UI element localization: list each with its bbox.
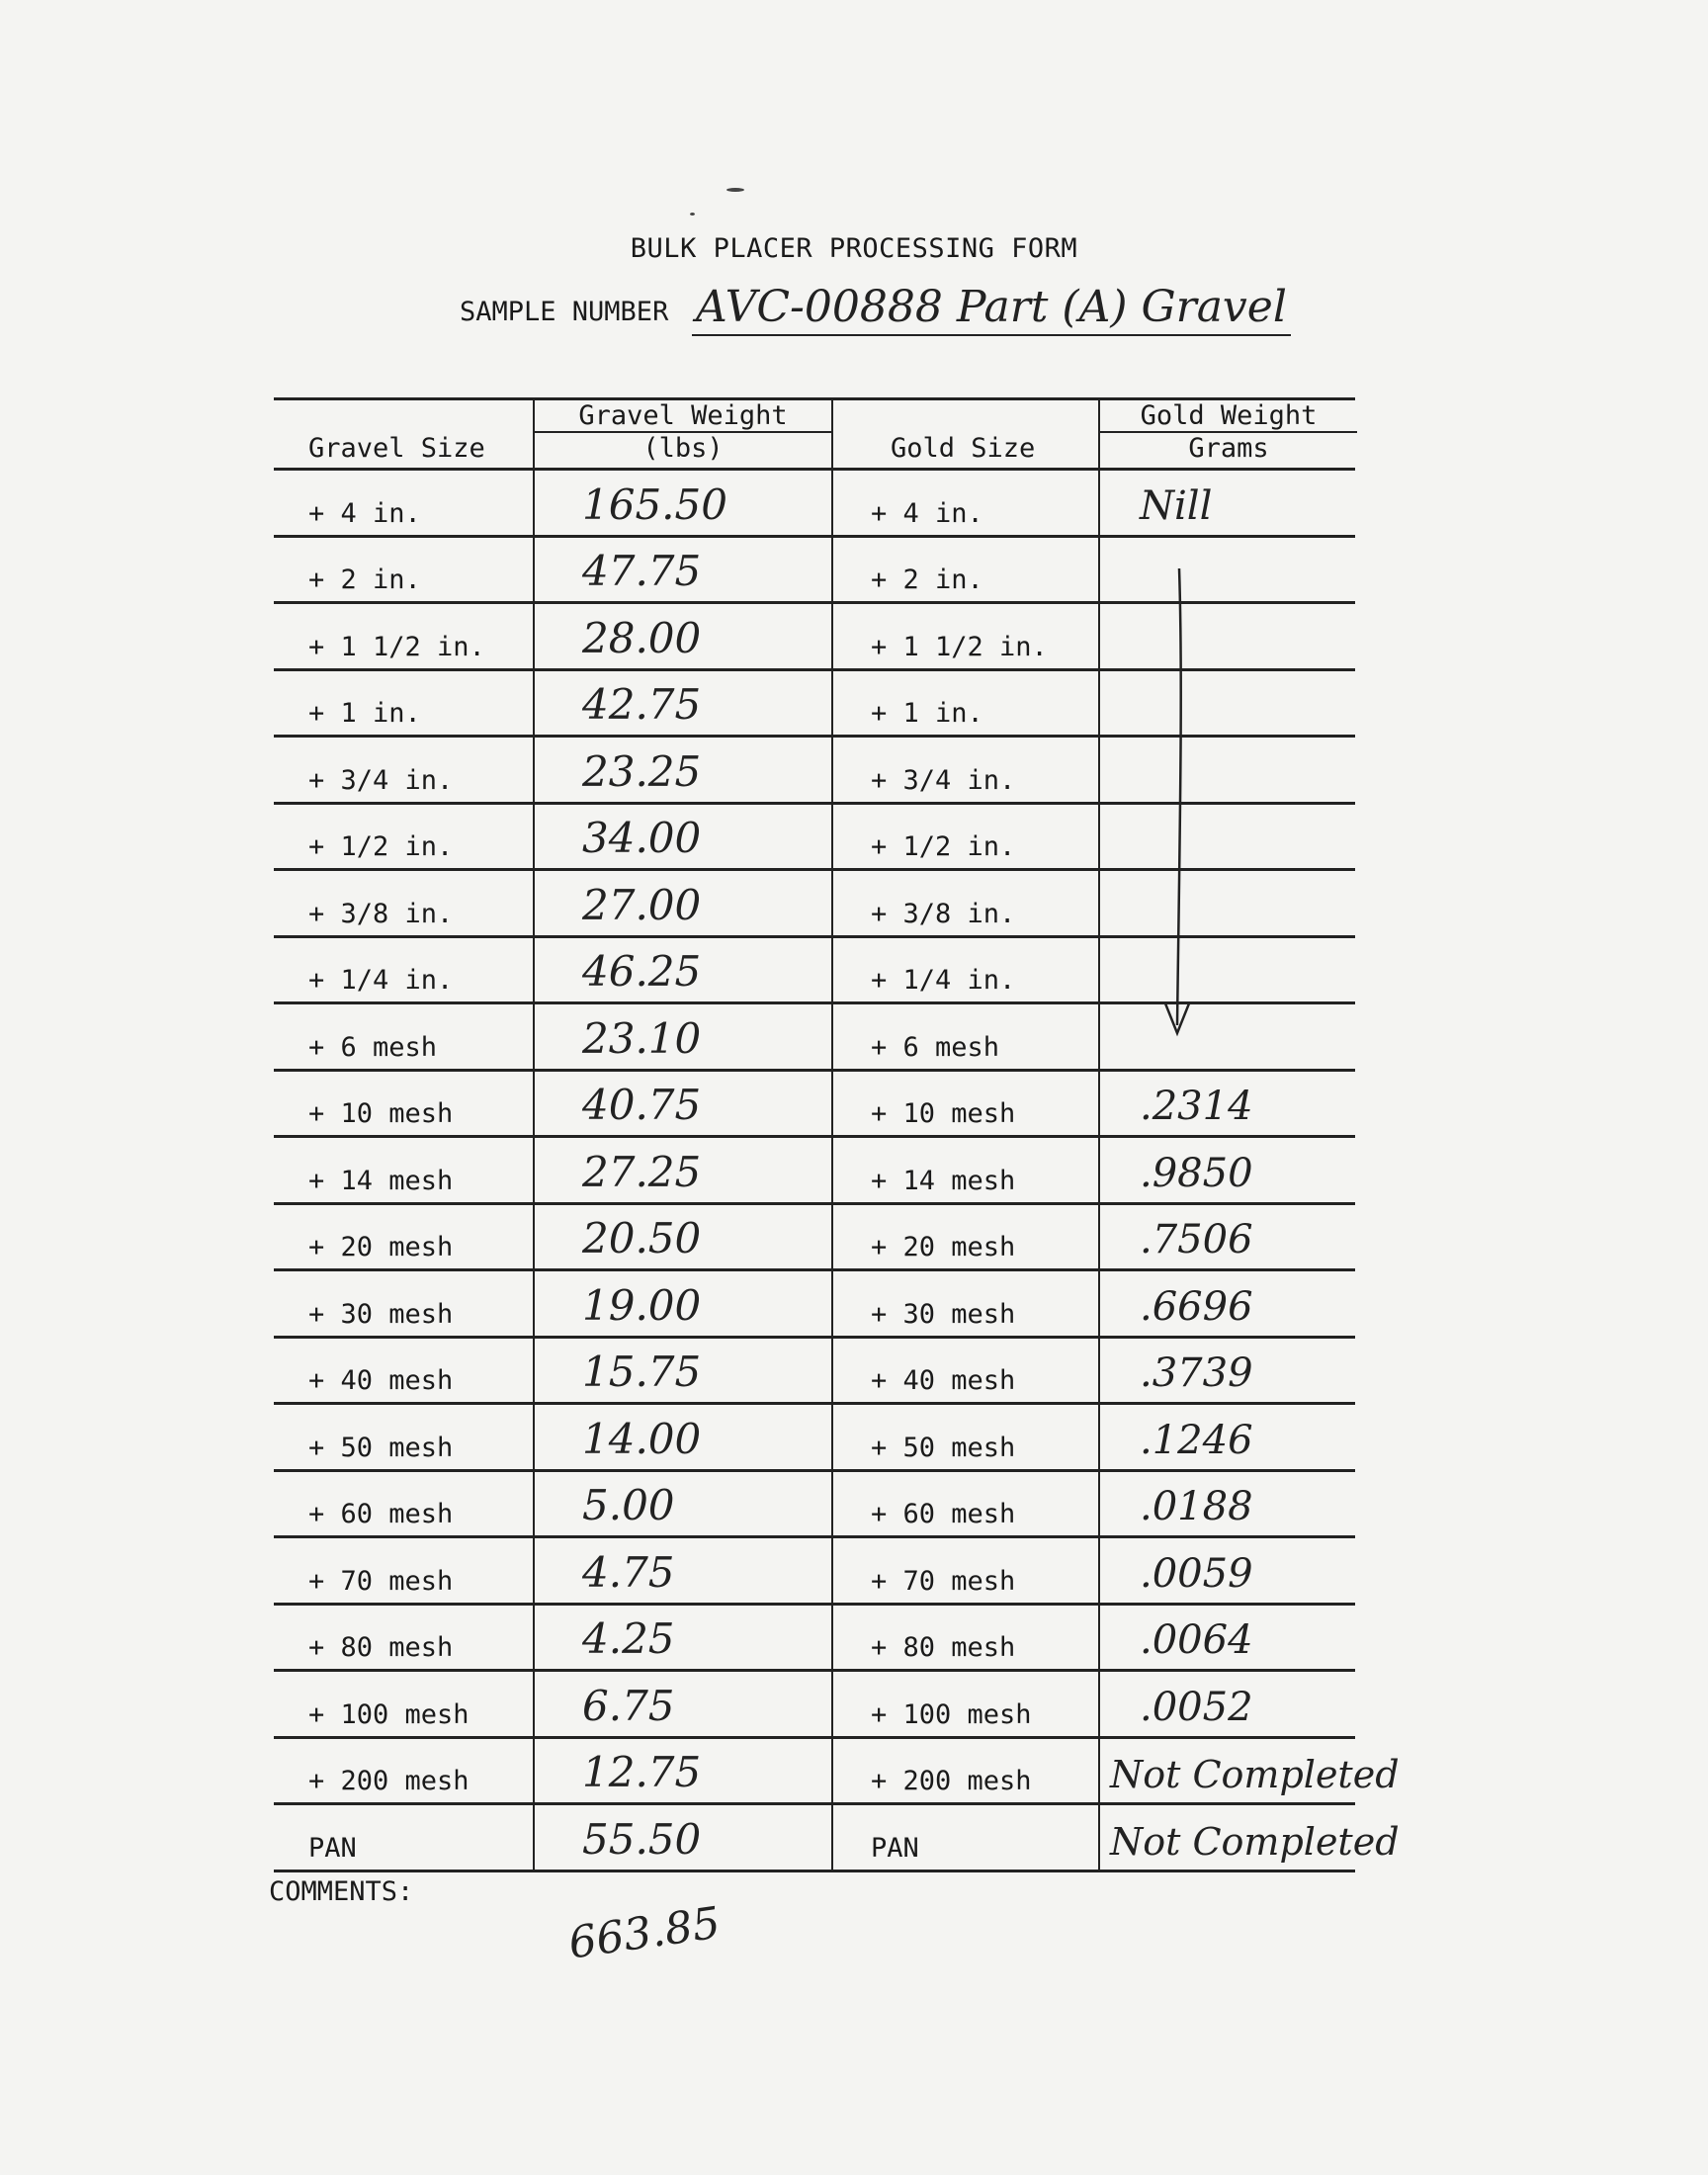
gravel-weight-cell: [533, 1538, 833, 1603]
gravel-weight-value: 19.00: [582, 1280, 702, 1330]
gravel-weight-value: 23.25: [582, 746, 702, 796]
gold-size-cell: [831, 1138, 1098, 1202]
gold-size-label: + 2 in.: [871, 565, 983, 595]
gold-weight-cell: [1098, 938, 1357, 1002]
gravel-size-cell: [274, 1339, 533, 1403]
header-gold-size-text: Gold Size: [891, 433, 1036, 464]
gold-weight-cell: [1098, 1739, 1400, 1803]
gravel-weight-cell: [533, 1472, 833, 1536]
gravel-size-label: + 6 mesh: [308, 1031, 438, 1063]
table-row: [274, 1072, 1355, 1139]
gold-size-cell: [831, 471, 1098, 535]
gravel-weight-cell: [533, 1205, 833, 1269]
header-gravel-weight-top: Gravel Weight: [578, 400, 788, 431]
gravel-size-cell: [274, 1472, 533, 1536]
gravel-size-label: + 200 mesh: [308, 1766, 470, 1796]
gravel-size-label: + 70 mesh: [308, 1565, 454, 1597]
header-gravel-size: [274, 400, 533, 468]
header-gold-size: [831, 400, 1098, 468]
gravel-weight-cell: [533, 1004, 833, 1069]
gold-size-cell: [831, 1538, 1098, 1603]
gold-size-cell: [831, 1672, 1098, 1736]
gold-size-cell: [831, 1004, 1098, 1069]
gold-size-cell: [831, 871, 1098, 935]
gold-size-cell: [831, 1405, 1098, 1469]
scan-speck: [690, 213, 695, 216]
gravel-size-label: + 50 mesh: [308, 1432, 454, 1463]
gravel-size-cell: [274, 1672, 533, 1736]
handwritten-total: 663.85: [565, 1897, 724, 1969]
gravel-size-label: + 30 mesh: [308, 1298, 454, 1330]
table-row: [274, 471, 1355, 538]
gold-size-cell: [831, 805, 1098, 869]
table-row: [274, 1805, 1400, 1872]
gravel-weight-value: 42.75: [582, 680, 702, 729]
gravel-size-cell: [274, 871, 533, 935]
header-gold-weight-bottom: Grams: [1100, 431, 1357, 464]
gold-size-label: + 40 mesh: [871, 1365, 1016, 1396]
gold-size-label: PAN: [871, 1832, 919, 1864]
gold-weight-value: Not Completed: [1110, 1819, 1400, 1864]
gravel-weight-cell: [533, 1339, 833, 1403]
gravel-size-label: + 1 in.: [308, 698, 421, 729]
gravel-size-cell: [274, 738, 533, 802]
gravel-size-cell: [274, 471, 533, 535]
gravel-size-label: + 1/4 in.: [308, 965, 454, 996]
gravel-size-cell: [274, 604, 533, 668]
gold-weight-value: .2314: [1140, 1084, 1253, 1129]
gravel-weight-value: 6.75: [582, 1681, 675, 1730]
gravel-size-cell: [274, 1004, 533, 1069]
table-row: [274, 1339, 1355, 1406]
gold-size-label: + 20 mesh: [871, 1232, 1016, 1262]
gold-weight-cell: [1098, 738, 1357, 802]
gold-size-label: + 80 mesh: [871, 1632, 1016, 1663]
gold-weight-cell: [1098, 1405, 1357, 1469]
gold-weight-value: .7506: [1140, 1217, 1253, 1262]
gold-weight-cell: [1098, 805, 1357, 869]
header-gravel-weight: [533, 400, 833, 468]
table-row: [274, 1405, 1355, 1472]
gold-size-cell: [831, 538, 1098, 602]
gold-weight-cell: [1098, 1138, 1357, 1202]
gold-size-cell: [831, 1606, 1098, 1670]
gravel-size-cell: [274, 1805, 533, 1870]
gold-weight-cell: [1098, 604, 1357, 668]
gold-size-label: + 100 mesh: [871, 1698, 1032, 1730]
gold-weight-cell: [1098, 471, 1357, 535]
gold-size-label: + 60 mesh: [871, 1499, 1016, 1529]
gold-size-label: + 4 in.: [871, 497, 983, 529]
gold-weight-value: .9850: [1140, 1150, 1253, 1196]
gold-size-cell: [831, 1739, 1098, 1803]
gravel-weight-value: 12.75: [582, 1748, 702, 1796]
gravel-size-label: PAN: [308, 1832, 357, 1864]
gravel-size-label: + 10 mesh: [308, 1098, 454, 1129]
gravel-size-label: + 3/4 in.: [308, 764, 454, 796]
gold-size-label: + 6 mesh: [871, 1031, 1000, 1063]
gravel-weight-value: 20.50: [582, 1214, 702, 1262]
gravel-weight-value: 46.25: [582, 947, 702, 996]
gold-weight-cell: [1098, 1538, 1357, 1603]
gold-weight-value: .6696: [1140, 1283, 1253, 1330]
gravel-weight-value: 14.00: [582, 1414, 702, 1463]
gold-size-cell: [831, 738, 1098, 802]
gold-weight-value: Nill: [1140, 482, 1213, 529]
gravel-weight-cell: [533, 1072, 833, 1136]
gravel-size-label: + 1 1/2 in.: [308, 631, 485, 662]
gravel-weight-value: 15.75: [582, 1348, 702, 1396]
gold-weight-cell: [1098, 1072, 1357, 1136]
gravel-size-cell: [274, 1739, 533, 1803]
table-row: [274, 1205, 1355, 1272]
header-gravel-weight-bottom: (lbs): [535, 431, 831, 464]
gravel-weight-cell: [533, 938, 833, 1002]
gravel-size-cell: [274, 1205, 533, 1269]
gold-size-label: + 30 mesh: [871, 1298, 1016, 1330]
gold-weight-value: .0059: [1140, 1550, 1253, 1597]
gravel-size-label: + 80 mesh: [308, 1632, 454, 1663]
gold-size-cell: [831, 1271, 1098, 1336]
gravel-size-cell: [274, 938, 533, 1002]
gravel-size-cell: [274, 1072, 533, 1136]
gold-weight-cell: [1098, 871, 1357, 935]
gravel-weight-value: 27.00: [582, 880, 702, 929]
gold-weight-cell: [1098, 1339, 1357, 1403]
gravel-weight-cell: [533, 738, 833, 802]
gravel-size-cell: [274, 1271, 533, 1336]
gold-weight-value: .0064: [1140, 1617, 1253, 1663]
gravel-weight-value: 34.00: [582, 814, 702, 862]
gold-size-cell: [831, 1205, 1098, 1269]
table-row: [274, 1472, 1355, 1539]
header-gold-weight-top: Gold Weight: [1140, 400, 1318, 431]
scan-speck: [726, 188, 744, 192]
gravel-size-cell: [274, 538, 533, 602]
gold-size-cell: [831, 1072, 1098, 1136]
gold-weight-value: .0188: [1140, 1484, 1253, 1529]
gravel-size-label: + 2 in.: [308, 565, 421, 595]
gravel-size-label: + 100 mesh: [308, 1698, 470, 1730]
gold-weight-cell: [1098, 1805, 1400, 1870]
gravel-weight-cell: [533, 1606, 833, 1670]
gravel-size-cell: [274, 1405, 533, 1469]
gravel-weight-cell: [533, 604, 833, 668]
gold-size-label: + 14 mesh: [871, 1165, 1016, 1196]
gold-weight-cell: [1098, 538, 1357, 602]
gold-weight-cell: [1098, 1004, 1357, 1069]
gravel-weight-cell: [533, 671, 833, 736]
gold-weight-cell: [1098, 1606, 1357, 1670]
gold-size-cell: [831, 1472, 1098, 1536]
gold-weight-cell: [1098, 1205, 1357, 1269]
gravel-size-label: + 20 mesh: [308, 1232, 454, 1262]
gold-weight-cell: [1098, 671, 1357, 736]
table-header: [274, 397, 1355, 471]
gravel-size-label: + 4 in.: [308, 497, 421, 529]
gravel-weight-value: 23.10: [582, 1013, 702, 1063]
table-row: [274, 1538, 1355, 1606]
sample-number-value: AVC-00888 Part (A) Gravel: [692, 282, 1291, 336]
gravel-weight-cell: [533, 1672, 833, 1736]
table-row: [274, 1672, 1355, 1739]
table-row: [274, 1271, 1355, 1339]
gravel-weight-cell: [533, 1405, 833, 1469]
gold-size-label: + 1/2 in.: [871, 831, 1016, 862]
sample-number-label: SAMPLE NUMBER: [460, 297, 669, 327]
gold-size-cell: [831, 1805, 1098, 1870]
table-row: [274, 1606, 1355, 1673]
gravel-weight-cell: [533, 871, 833, 935]
gravel-size-label: + 1/2 in.: [308, 831, 454, 862]
gold-size-label: + 70 mesh: [871, 1565, 1016, 1597]
comments-label: COMMENTS:: [269, 1876, 414, 1907]
gravel-weight-cell: [533, 805, 833, 869]
gold-size-cell: [831, 604, 1098, 668]
gold-size-label: + 1 in.: [871, 698, 983, 729]
gold-weight-cell: [1098, 1672, 1357, 1736]
gold-size-label: + 3/8 in.: [871, 898, 1016, 929]
gold-size-cell: [831, 671, 1098, 736]
gold-size-label: + 10 mesh: [871, 1098, 1016, 1129]
gold-weight-cell: [1098, 1271, 1357, 1336]
gravel-size-label: + 14 mesh: [308, 1165, 454, 1196]
gravel-size-cell: [274, 1538, 533, 1603]
gravel-weight-cell: [533, 538, 833, 602]
form-title: BULK PLACER PROCESSING FORM: [630, 233, 1078, 264]
gold-weight-value: .3739: [1140, 1350, 1253, 1396]
gravel-size-cell: [274, 805, 533, 869]
gravel-weight-value: 4.25: [582, 1614, 675, 1663]
gold-weight-value: .1246: [1140, 1417, 1253, 1463]
gravel-weight-value: 4.75: [582, 1547, 675, 1597]
gold-weight-value: .0052: [1140, 1684, 1253, 1730]
table-row: [274, 1739, 1400, 1806]
gravel-weight-value: 5.00: [582, 1481, 675, 1529]
gravel-size-cell: [274, 671, 533, 736]
gravel-weight-cell: [533, 1138, 833, 1202]
gravel-size-label: + 40 mesh: [308, 1365, 454, 1396]
ditto-arrow-icon: [1161, 568, 1201, 1043]
gravel-weight-cell: [533, 1271, 833, 1336]
table-row: [274, 1138, 1355, 1205]
gravel-weight-cell: [533, 471, 833, 535]
gravel-weight-value: 28.00: [582, 613, 702, 662]
gold-weight-cell: [1098, 1472, 1357, 1536]
gravel-weight-value: 47.75: [582, 547, 702, 595]
gravel-weight-cell: [533, 1739, 833, 1803]
gravel-weight-cell: [533, 1805, 833, 1870]
gold-size-label: + 1 1/2 in.: [871, 631, 1048, 662]
gold-size-cell: [831, 938, 1098, 1002]
gravel-size-cell: [274, 1138, 533, 1202]
gold-size-label: + 50 mesh: [871, 1432, 1016, 1463]
gravel-weight-value: 27.25: [582, 1147, 702, 1196]
header-gravel-size-text: Gravel Size: [308, 433, 485, 464]
gold-size-cell: [831, 1339, 1098, 1403]
gold-size-label: + 3/4 in.: [871, 764, 1016, 796]
gravel-weight-value: 55.50: [582, 1814, 702, 1864]
gravel-size-cell: [274, 1606, 533, 1670]
gravel-weight-value: 165.50: [582, 479, 727, 529]
gold-size-label: + 200 mesh: [871, 1766, 1032, 1796]
gravel-size-label: + 60 mesh: [308, 1499, 454, 1529]
gravel-weight-value: 40.75: [582, 1081, 702, 1129]
gold-weight-value: Not Completed: [1110, 1753, 1400, 1796]
gold-size-label: + 1/4 in.: [871, 965, 1016, 996]
gravel-size-label: + 3/8 in.: [308, 898, 454, 929]
header-gold-weight: [1098, 400, 1357, 468]
